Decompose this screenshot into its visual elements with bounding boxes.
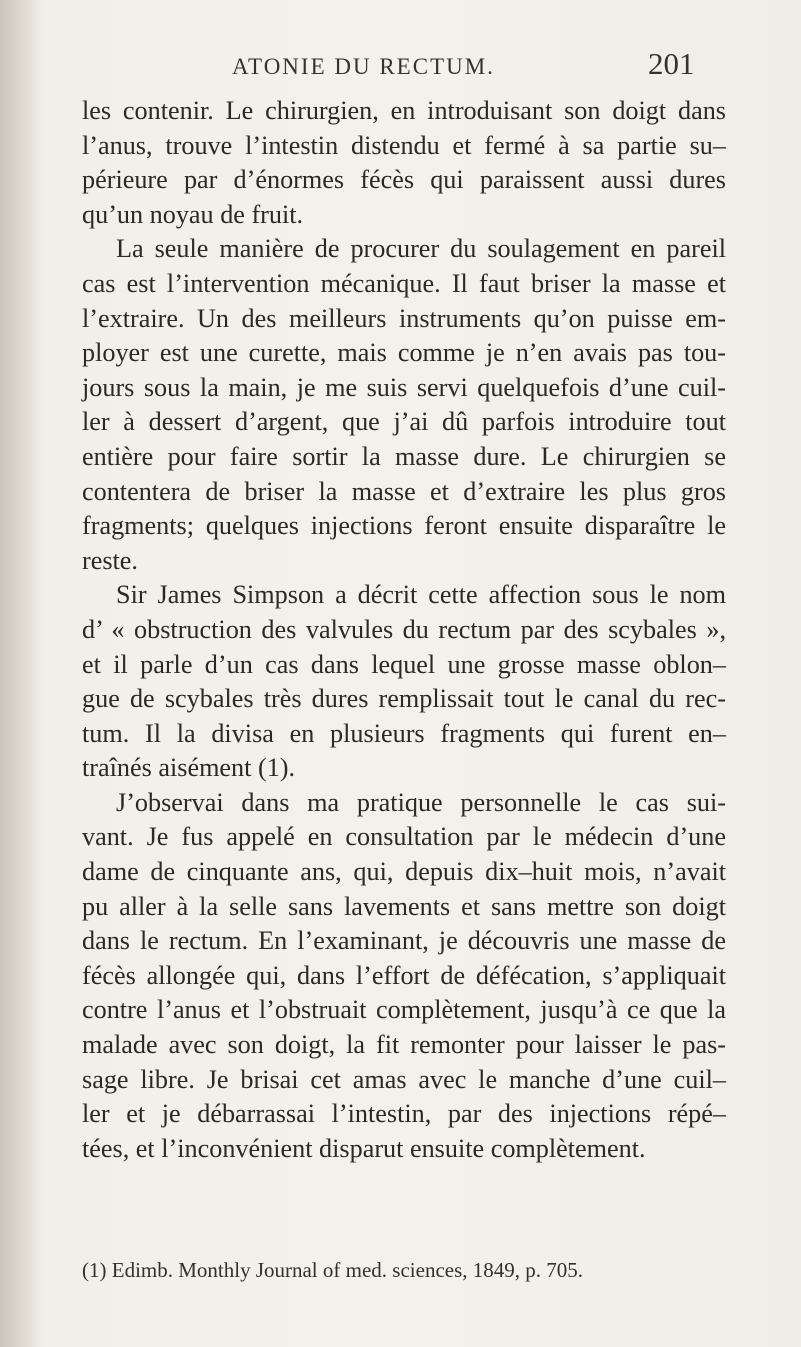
text-line: tum. Il la divisa en plusieurs fragments qui furent en– xyxy=(82,718,726,748)
paragraph-3 xyxy=(82,578,726,786)
text-line: La seule manière de procurer du soulagement en pareil xyxy=(116,234,726,264)
page-number: 201 xyxy=(648,46,695,81)
text-line: l’anus, trouve l’intestin distendu et fermé à sa partie su– xyxy=(82,130,726,160)
text-line: Sir James Simpson a décrit cette affection sous le nom xyxy=(116,580,726,610)
paragraph-1 xyxy=(82,94,726,232)
text-line: dame de cinquante ans, qui, depuis dix–huit mois, n’avait xyxy=(82,857,726,887)
page-gutter-shadow xyxy=(0,0,42,1347)
text-line: reste. xyxy=(82,545,138,575)
text-line: jours sous la main, je me suis servi quelquefois d’une cuil- xyxy=(82,372,726,402)
text-line: fragments; quelques injections feront ensuite disparaître le xyxy=(82,511,726,541)
text-line: sage libre. Je brisai cet amas avec le manche d’une cuil– xyxy=(82,1064,726,1094)
text-line: pu aller à la selle sans lavements et sans mettre son doigt xyxy=(82,891,726,921)
text-line: contentera de briser la masse et d’extraire les plus gros xyxy=(82,476,726,506)
footnote: (1) Edimb. Monthly Journal of med. sciences, 1849, p. 705. xyxy=(82,1258,584,1282)
paragraph-2 xyxy=(82,232,726,578)
text-line: d’ « obstruction des valvules du rectum par des scybales », xyxy=(82,614,726,644)
paragraph-4 xyxy=(82,786,726,1167)
text-line: J’observai dans ma pratique personnelle le cas sui- xyxy=(116,787,726,817)
text-line: fécès allongée qui, dans l’effort de défécation, s’appliquait xyxy=(82,960,726,990)
text-line: ler à dessert d’argent, que j’ai dû parfois introduire tout xyxy=(82,407,726,437)
text-line: ployer est une curette, mais comme je n’en avais pas tou- xyxy=(82,338,726,368)
text-line: entière pour faire sortir la masse dure. Le chirurgien se xyxy=(82,441,726,471)
text-line: cas est l’intervention mécanique. Il faut briser la masse et xyxy=(82,268,726,298)
text-line: gue de scybales très dures remplissait tout le canal du rec- xyxy=(82,684,726,714)
text-line: traînés aisément (1). xyxy=(82,753,296,783)
text-line: tées, et l’inconvénient disparut ensuite complètement. xyxy=(82,1133,646,1163)
running-title: ATONIE DU RECTUM. xyxy=(232,54,495,79)
body-text xyxy=(82,94,726,1166)
page-header xyxy=(0,46,801,86)
text-line: malade avec son doigt, la fit remonter pour laisser le pas- xyxy=(82,1030,726,1060)
text-line: périeure par d’énormes fécès qui paraissent aussi dures xyxy=(82,165,726,195)
text-line: qu’un noyau de fruit. xyxy=(82,199,304,229)
text-line: vant. Je fus appelé en consultation par le médecin d’une xyxy=(82,822,726,852)
text-line: et il parle d’un cas dans lequel une grosse masse oblon– xyxy=(82,649,726,679)
text-line: l’extraire. Un des meilleurs instruments qu’on puisse em- xyxy=(82,303,726,333)
text-line: contre l’anus et l’obstruait complètement, jusqu’à ce que la xyxy=(82,995,726,1025)
text-line: dans le rectum. En l’examinant, je découvris une masse de xyxy=(82,926,726,956)
text-line: les contenir. Le chirurgien, en introduisant son doigt dans xyxy=(82,96,726,125)
text-line: ler et je débarrassai l’intestin, par des injections répé– xyxy=(82,1099,726,1129)
